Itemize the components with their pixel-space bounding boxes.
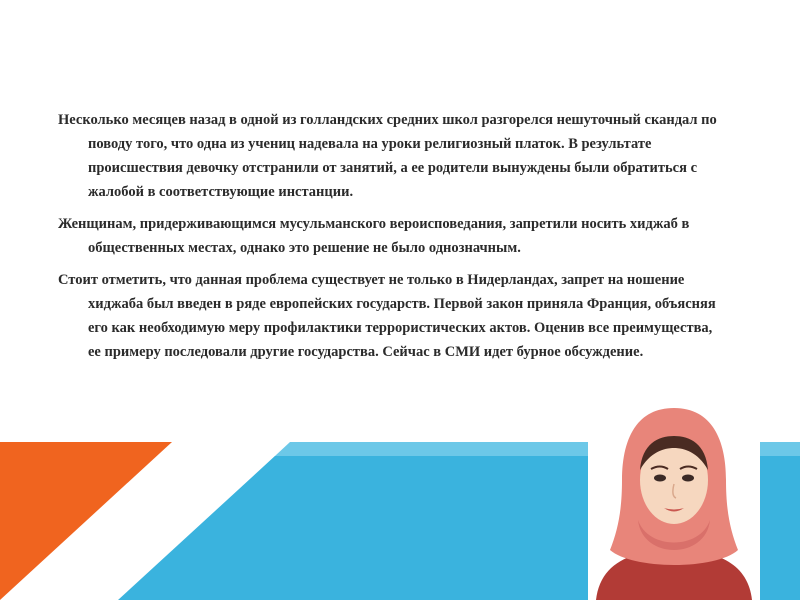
woman-in-hijab-illustration — [588, 400, 760, 600]
left-eye — [654, 475, 666, 482]
paragraph-2: Женщинам, придерживающимся мусульманского вероисповедания, запретили носить хиджаб в общественных местах, однако это решение не было однозначным. — [58, 216, 690, 256]
paragraph-1: Несколько месяцев назад в одной из голландских средних школ разгорелся нешуточный скандал по поводу того, что одна из учениц надевала на уроки религиозный платок. В результате происшествия девочку отстранили от занятий, а ее родители вынуждены были обратиться с жалобой в соответствующие инстанции. — [58, 112, 717, 200]
paragraph-3: Стоит отметить, что данная проблема существует не только в Нидерландах, запрет на ношение хиджаба был введен в ряде европейских государств. Первой закон приняла Франция, объясняя его как необходимую меру профилактики террористических актов. Оценив все преимущества, ее примеру последовали другие государства. Сейчас в СМИ идет бурное обсуждение. — [58, 272, 716, 360]
right-eye — [682, 475, 694, 482]
main-text — [58, 108, 718, 372]
